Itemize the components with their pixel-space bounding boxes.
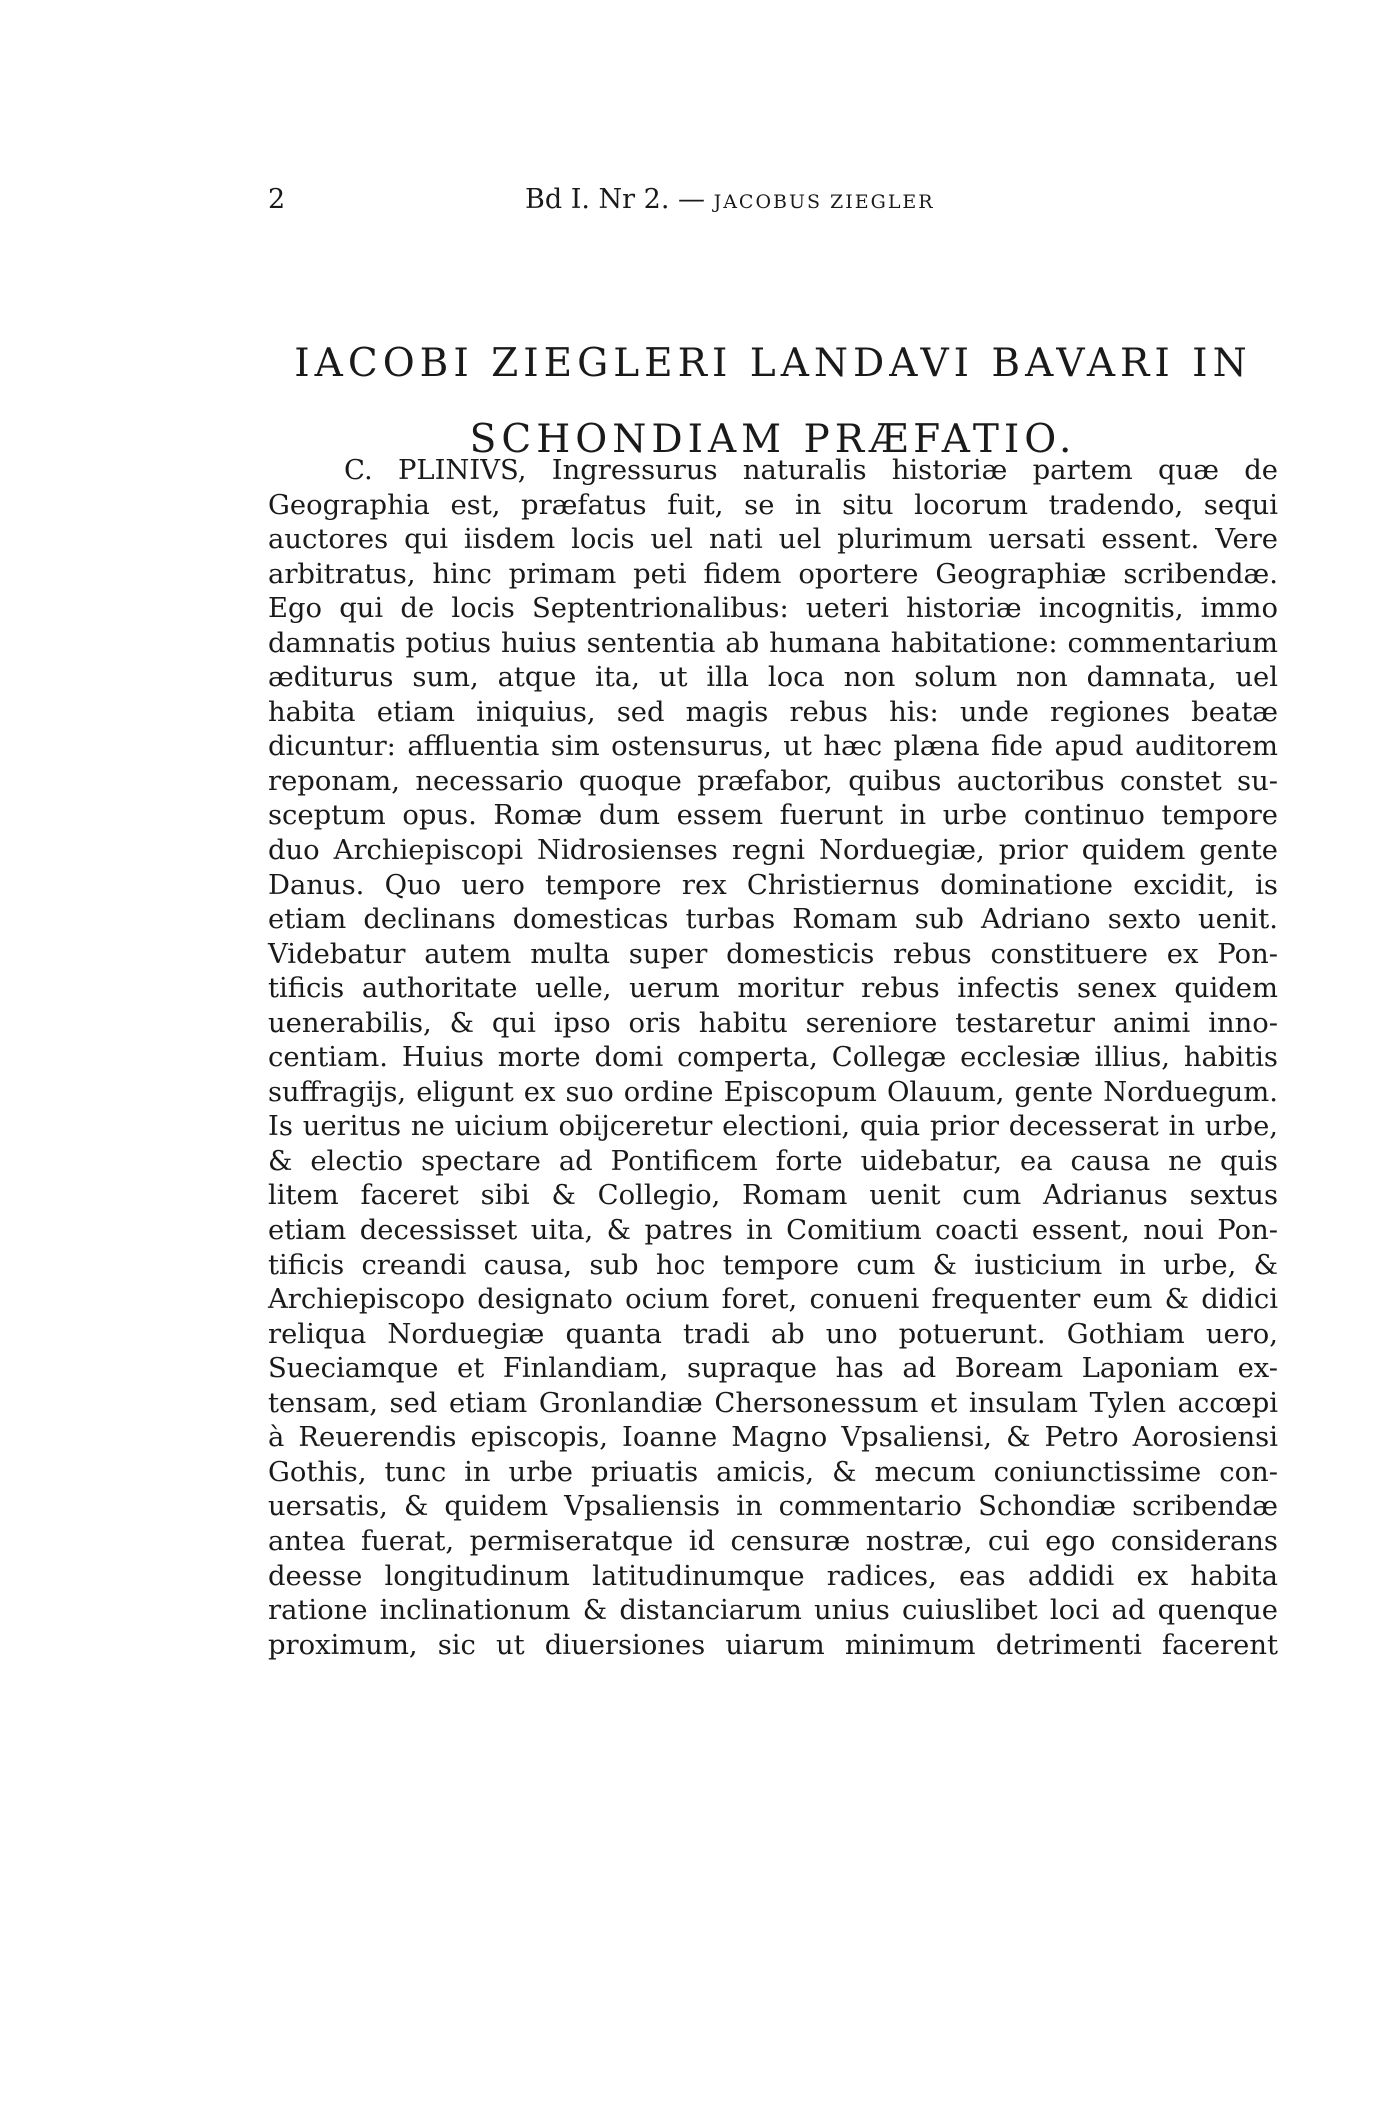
text-line: Geographia est, præfatus fuit, se in situ locorum tradendo, sequi bbox=[268, 489, 1278, 521]
text-line: Danus. Quo uero tempore rex Christiernus dominatione excidit, is bbox=[268, 869, 1278, 901]
title-line-1: IACOBI ZIEGLERI LANDAVI BAVARI IN bbox=[294, 341, 1252, 387]
text-line: æditurus sum, atque ita, ut illa loca non solum non damnata, uel bbox=[268, 662, 1278, 694]
text-line: reponam, necessario quoque præfabor, quibus auctoribus constet su- bbox=[268, 765, 1278, 797]
text-line: & electio spectare ad Pontificem forte uidebatur, ea causa ne quis bbox=[268, 1145, 1278, 1177]
text-line: uersatis, & quidem Vpsaliensis in commentario Schondiæ scribendæ bbox=[268, 1491, 1278, 1523]
text-line: C. PLINIVS, Ingressurus naturalis historiæ partem quæ de bbox=[344, 455, 1278, 486]
text-line: à Reuerendis episcopis, Ioanne Magno Vpsaliensi, & Petro Aorosiensi bbox=[268, 1422, 1278, 1454]
text-line: duo Archiepiscopi Nidrosienses regni Norduegiæ, prior quidem gente bbox=[268, 835, 1278, 867]
text-line: Is ueritus ne uicium obijceretur electioni, quia prior decesserat in urbe, bbox=[268, 1111, 1278, 1143]
text-line: sceptum opus. Romæ dum essem fuerunt in urbe continuo tempore bbox=[268, 800, 1278, 832]
text-line: tificis authoritate uelle, uerum moritur rebus infectis senex quidem bbox=[268, 973, 1278, 1005]
title-line-2: SCHONDIAM PRÆFATIO. bbox=[469, 417, 1077, 463]
text-line: Videbatur autem multa super domesticis rebus constituere ex Pon- bbox=[268, 938, 1278, 970]
header-text bbox=[525, 180, 935, 222]
text-line: deesse longitudinum latitudinumque radices, eas addidi ex habita bbox=[268, 1560, 1278, 1592]
text-line: litem faceret sibi & Collegio, Romam uenit cum Adrianus sextus bbox=[268, 1180, 1278, 1212]
header-volume: Bd I. Nr 2. — bbox=[525, 184, 714, 215]
page-number: 2 bbox=[268, 184, 286, 215]
text-line: habita etiam iniquius, sed magis rebus his: unde regiones beatæ bbox=[268, 696, 1278, 728]
text-line: arbitratus, hinc primam peti fidem oportere Geographiæ scribendæ. bbox=[268, 558, 1278, 590]
text-line: Archiepiscopo designato ocium foret, conueni frequenter eum & didici bbox=[268, 1284, 1278, 1316]
text-line: Ego qui de locis Septentrionalibus: ueteri historiæ incognitis, immo bbox=[268, 593, 1278, 625]
text-line: etiam decessisset uita, & patres in Comitium coacti essent, noui Pon- bbox=[268, 1215, 1278, 1247]
text-line: dicuntur: affluentia sim ostensurus, ut hæc plæna fide apud auditorem bbox=[268, 731, 1278, 763]
text-line: etiam declinans domesticas turbas Romam sub Adriano sexto uenit. bbox=[268, 904, 1278, 936]
text-line: uenerabilis, & qui ipso oris habitu sereniore testaretur animi inno- bbox=[268, 1007, 1278, 1039]
header-author: JACOBUS ZIEGLER bbox=[713, 191, 935, 213]
body-text bbox=[268, 454, 1278, 1663]
text-line: suffragijs, eligunt ex suo ordine Episcopum Olauum, gente Norduegum. bbox=[268, 1076, 1278, 1108]
running-head bbox=[268, 180, 1278, 220]
text-line: antea fuerat, permiseratque id censuræ nostræ, cui ego considerans bbox=[268, 1525, 1278, 1557]
text-line: auctores qui iisdem locis uel nati uel plurimum uersati essent. Vere bbox=[268, 524, 1278, 556]
text-line: Gothis, tunc in urbe priuatis amicis, & mecum coniunctissime con- bbox=[268, 1456, 1278, 1488]
text-line: reliqua Norduegiæ quanta tradi ab uno potuerunt. Gothiam uero, bbox=[268, 1318, 1278, 1350]
text-line: damnatis potius huius sententia ab humana habitatione: commentarium bbox=[268, 627, 1278, 659]
text-line: ratione inclinationum & distanciarum unius cuiuslibet loci ad quenque bbox=[268, 1595, 1278, 1627]
text-line: centiam. Huius morte domi comperta, Collegæ ecclesiæ illius, habitis bbox=[268, 1042, 1278, 1074]
text-line: proximum, sic ut diuersiones uiarum minimum detrimenti facerent bbox=[268, 1629, 1278, 1661]
text-line: Sueciamque et Finlandiam, supraque has ad Boream Laponiam ex- bbox=[268, 1353, 1278, 1385]
text-line: tificis creandi causa, sub hoc tempore cum & iusticium in urbe, & bbox=[268, 1249, 1278, 1281]
text-line: tensam, sed etiam Gronlandiæ Chersonessum et insulam Tylen accœpi bbox=[268, 1387, 1278, 1419]
